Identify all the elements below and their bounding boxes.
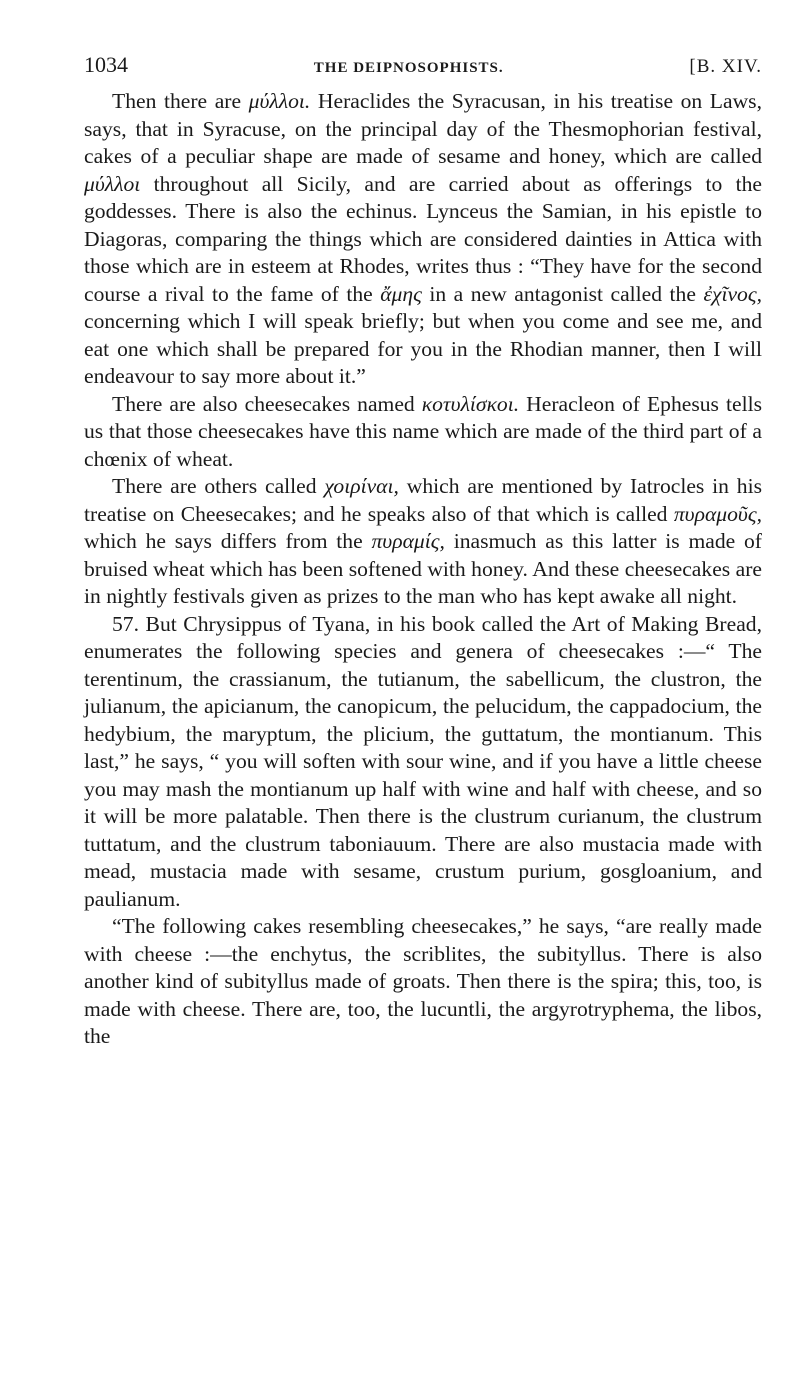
body-text	[84, 88, 762, 1051]
greek-term: μύλλοι.	[248, 89, 311, 113]
greek-term: ἐχῖνος,	[703, 281, 762, 306]
greek-term: πυραμοῦς,	[673, 501, 762, 526]
running-title: THE DEIPNOSOPHISTS.	[313, 60, 504, 76]
book-reference: [B. XIV.	[689, 56, 762, 77]
running-head	[84, 52, 762, 88]
paragraph: 57. But Chrysippus of Tyana, in his book called the Art of Making Bread, enumerates the following species and genera of cheesecakes :—“ The terentinum, the crassianum, the tutianum, the sabellicum, the clustron, the julianum, the apicianum, the canopicum, the pelucidum, the cappadocium, the hedybium, the maryptum, the plicium, the guttatum, the montianum. This last,” he says, “ you will soften with sour wine, and if you have a little cheese you may mash the montianum up half with wine and half with cheese, and so it will be more palatable. Then there is the clustrum curianum, the clustrum tuttatum, and the clustrum taboniauum. There are also mustacia made with mead, mustacia made with sesame, crustum purium, gosgloanium, and paulianum.	[84, 611, 762, 911]
greek-term: πυραμίς,	[371, 529, 445, 553]
greek-term: μύλλοι	[84, 171, 141, 196]
greek-term: χοιρίναι,	[324, 474, 399, 498]
paragraph: Then there are μύλλοι. Heraclides the Syracusan, in his treatise on Laws, says, that in Syracuse, on the principal day of the Thesmophorian festival, cakes of a peculiar shape are made of sesame and honey, which are called μύλλοι throughout all Sicily, and are carried about as offerings to the goddesses. There is also the echinus. Lynceus the Samian, in his epistle to Diagoras, comparing the things which are considered dainties in Attica with those which are in esteem at Rhodes, writes thus : “They have for the second course a rival to the fame of the ἄμης in a new antagonist called the ἐχῖνος, concerning which I will speak briefly; but when you come and see me, and eat one which shall be prepared for you in the Rhodian manner, then I will endeavour to say more about it.”	[84, 89, 762, 388]
greek-term: κοτυλίσκοι.	[421, 391, 520, 416]
page-number: 1034	[84, 52, 128, 77]
greek-term: ἄμης	[380, 281, 422, 306]
paragraph: There are also cheesecakes named κοτυλίσκοι. Heracleon of Ephesus tells us that those cheesecakes have this name which are made of the third part of a chœnix of wheat.	[84, 391, 762, 471]
paragraph: There are others called χοιρίναι, which are mentioned by Iatrocles in his treatise on Cheesecakes; and he speaks also of that which is called πυραμοῦς, which he says differs from the πυραμίς, inasmuch as this latter is made of bruised wheat which has been softened with honey. And these cheesecakes are in nightly festivals given as prizes to the man who has kept awake all night.	[84, 474, 762, 608]
paragraph: “The following cakes resembling cheesecakes,” he says, “are really made with cheese :—the enchytus, the scriblites, the subityllus. There is also another kind of subityllus made of groats. Then there is the spira; this, too, is made with cheese. There are, too, the lucuntli, the argyrotryphema, the libos, the	[84, 914, 762, 1048]
